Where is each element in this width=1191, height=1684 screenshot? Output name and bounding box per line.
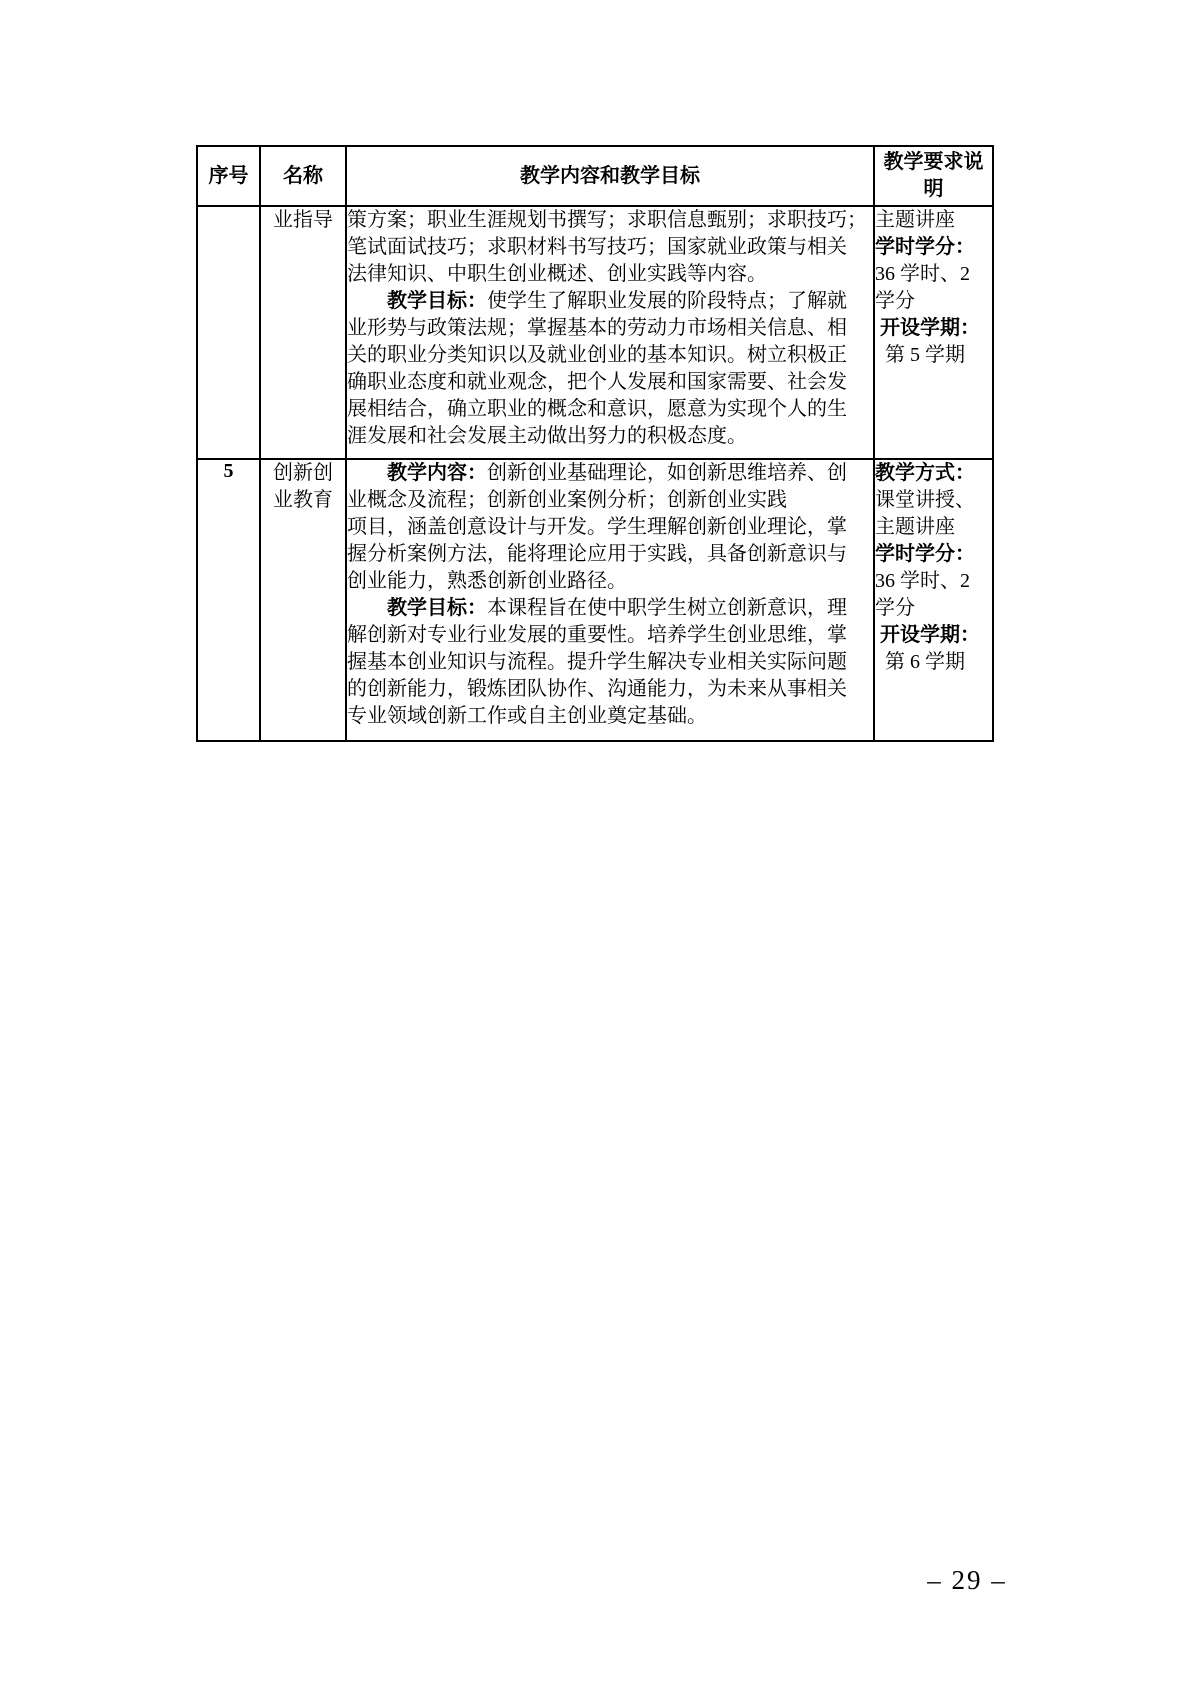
text-run: 法律知识、中职生创业概述、创业实践等内容。 (347, 263, 767, 285)
bold-label: 开设学期： (880, 317, 980, 339)
cell-seq: 5 (197, 459, 260, 741)
header-requirement (874, 146, 993, 206)
cell-seq (197, 206, 260, 459)
text-line (347, 423, 873, 450)
text-line: 创新创 (273, 462, 333, 484)
text-run: 第 6 学期 (875, 651, 965, 673)
text-line (875, 514, 992, 541)
text-line (875, 649, 992, 676)
text-run: 主题讲座 (875, 209, 955, 231)
text-line (875, 460, 992, 487)
text-run: 的创新能力，锻炼团队协作、沟通能力，为未来从事相关 (347, 678, 847, 700)
bold-label: 教学方式： (875, 462, 975, 484)
text-run: 展相结合，确立职业的概念和意识，愿意为实现个人的生 (347, 398, 847, 420)
cell-requirement (874, 459, 993, 741)
text-line (347, 396, 873, 423)
text-run (347, 290, 387, 312)
text-run: 握基本创业知识与流程。提升学生解决专业相关实际问题 (347, 651, 847, 673)
text-run: 课堂讲授、 (875, 489, 975, 511)
course-table (196, 145, 994, 742)
text-line: 业教育 (273, 489, 333, 511)
text-line (347, 460, 873, 487)
text-line (875, 315, 992, 342)
header-content: 教学内容和教学目标 (346, 146, 874, 206)
text-line (875, 261, 992, 288)
text-run: 创新创业基础理论，如创新思维培养、创 (487, 462, 847, 484)
text-run (347, 597, 387, 619)
text-run: 解创新对专业行业发展的重要性。培养学生创业思维，掌 (347, 624, 847, 646)
text-run: 业形势与政策法规；掌握基本的劳动力市场相关信息、相 (347, 317, 847, 339)
page-number: – 29 – (927, 1565, 1007, 1595)
text-line (347, 595, 873, 622)
text-run: 专业领域创新工作或自主创业奠定基础。 (347, 705, 707, 727)
text-line (347, 541, 873, 568)
text-line (347, 315, 873, 342)
text-line (875, 234, 992, 261)
text-line (875, 622, 992, 649)
header-seq: 序号 (197, 146, 260, 206)
bold-label: 教学内容： (387, 462, 487, 484)
text-run: 策方案；职业生涯规划书撰写；求职信息甄别；求职技巧； (347, 209, 867, 231)
text-line: 教学要求说 (883, 151, 984, 173)
text-line (347, 288, 873, 315)
text-run: 第 5 学期 (875, 344, 965, 366)
text-run: 确职业态度和就业观念，把个人发展和国家需要、社会发 (347, 371, 847, 393)
text-line (347, 369, 873, 396)
text-line (347, 622, 873, 649)
table-row (197, 206, 993, 459)
text-line (347, 649, 873, 676)
text-line: 明 (923, 178, 944, 200)
text-line (347, 568, 873, 595)
text-line (347, 676, 873, 703)
text-run: 学分 (875, 290, 915, 312)
bold-label: 教学目标： (387, 290, 487, 312)
text-run: 握分析案例方法，能将理论应用于实践，具备创新意识与 (347, 543, 847, 565)
text-line (347, 234, 873, 261)
text-line (347, 207, 873, 234)
text-line (875, 288, 992, 315)
bold-label: 学时学分： (875, 543, 975, 565)
text-run: 36 学时、2 (875, 570, 970, 592)
text-line (875, 541, 992, 568)
text-line (875, 487, 992, 514)
text-run (347, 462, 387, 484)
cell-course-name (260, 206, 346, 459)
text-line: 业指导 (273, 209, 333, 231)
text-run: 创业能力，熟悉创新创业路径。 (347, 570, 627, 592)
text-run: 36 学时、2 (875, 263, 970, 285)
text-line (875, 207, 992, 234)
table-row (197, 459, 993, 741)
text-line (875, 595, 992, 622)
bold-label: 开设学期： (880, 624, 980, 646)
bold-label: 教学目标： (387, 597, 487, 619)
table-body (197, 206, 993, 741)
text-run: 主题讲座 (875, 516, 955, 538)
cell-teaching-content (346, 206, 874, 459)
text-line (347, 342, 873, 369)
text-run: 关的职业分类知识以及就业创业的基本知识。树立积极正 (347, 344, 847, 366)
text-line (875, 568, 992, 595)
cell-requirement (874, 206, 993, 459)
cell-course-name (260, 459, 346, 741)
cell-teaching-content (346, 459, 874, 741)
text-run: 学分 (875, 597, 915, 619)
header-name: 名称 (260, 146, 346, 206)
text-run: 笔试面试技巧；求职材料书写技巧；国家就业政策与相关 (347, 236, 847, 258)
text-run: 本课程旨在使中职学生树立创新意识，理 (487, 597, 847, 619)
text-line (347, 487, 873, 514)
text-line (347, 514, 873, 541)
text-run: 业概念及流程；创新创业案例分析；创新创业实践 (347, 489, 787, 511)
text-line (875, 342, 992, 369)
text-run: 使学生了解职业发展的阶段特点；了解就 (487, 290, 847, 312)
text-line (347, 703, 873, 730)
bold-label: 学时学分： (875, 236, 975, 258)
text-run: 项目，涵盖创意设计与开发。学生理解创新创业理论，掌 (347, 516, 847, 538)
text-run: 涯发展和社会发展主动做出努力的积极态度。 (347, 425, 747, 447)
table-header-row (197, 146, 993, 206)
text-line (347, 261, 873, 288)
